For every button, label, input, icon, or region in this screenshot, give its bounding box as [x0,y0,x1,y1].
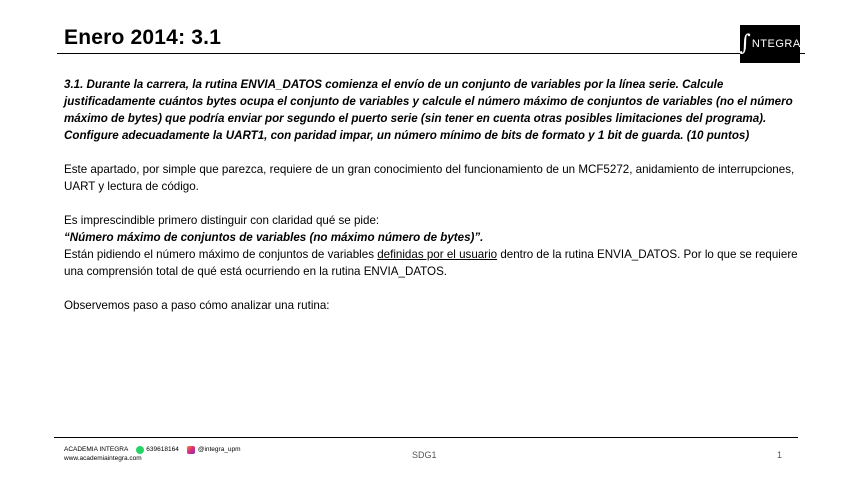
explanation-underlined: definidas por el usuario [377,248,498,261]
question-text: 3.1. Durante la carrera, la rutina ENVIA_DATOS comienza el envío de un conjunto de variables por la línea serie. Calcule justificadamente cuántos bytes ocupa el conjunto de variables y calcule el número máximo de conjuntos de variables (no el número máximo de bytes) que podría enviar por segundo el puerto serie (sin tener en cuenta otras posibles limitaciones del programa). Configure adecuadamente la UART1, con paridad impar, un número mínimo de bits de formato y 1 bit de guarda. (10 puntos) [64,78,793,142]
explanation-text-after: dentro de la rutina ENVIA_DATOS. Por lo que se requiere una comprensión total de qué está ocurriendo en la rutina ENVIA_DATOS. [64,248,798,278]
whatsapp-icon [136,446,144,454]
website-link[interactable]: www.academiaintegra.com [64,455,142,462]
explanation-text-before: Están pidiendo el número máximo de conjuntos de variables [64,248,378,261]
logo-text: NTEGRA [751,38,801,50]
instagram-handle: @integra_upm [197,446,241,453]
intro-paragraph: Este apartado, por simple que parezca, requiere de un gran conocimiento del funcionamiento de un MCF5272, anidamiento de interrupciones, UART y lectura de código. [64,163,795,193]
requirement-quote: “Número máximo de conjuntos de variables (no máximo número de bytes)”. [64,231,484,244]
title-divider [57,53,805,54]
page-number: 1 [777,450,783,460]
footer-course-code: SDG1 [412,450,437,460]
instagram-icon [187,446,195,454]
footer-divider [54,437,798,438]
footer-contact [64,445,241,463]
explanation-paragraph [64,246,799,280]
slide-content [64,76,799,314]
requirement-line: Es imprescindible primero distinguir con claridad qué se pide: [64,214,380,227]
closing-paragraph: Observemos paso a paso cómo analizar una rutina: [64,299,330,312]
integra-logo [740,25,800,63]
logo-integral-glyph: ∫ [739,31,751,56]
phone-number: 639618164 [146,446,179,453]
academy-name: ACADEMIA INTEGRA [64,446,129,453]
page-title: Enero 2014: 3.1 [64,26,222,49]
